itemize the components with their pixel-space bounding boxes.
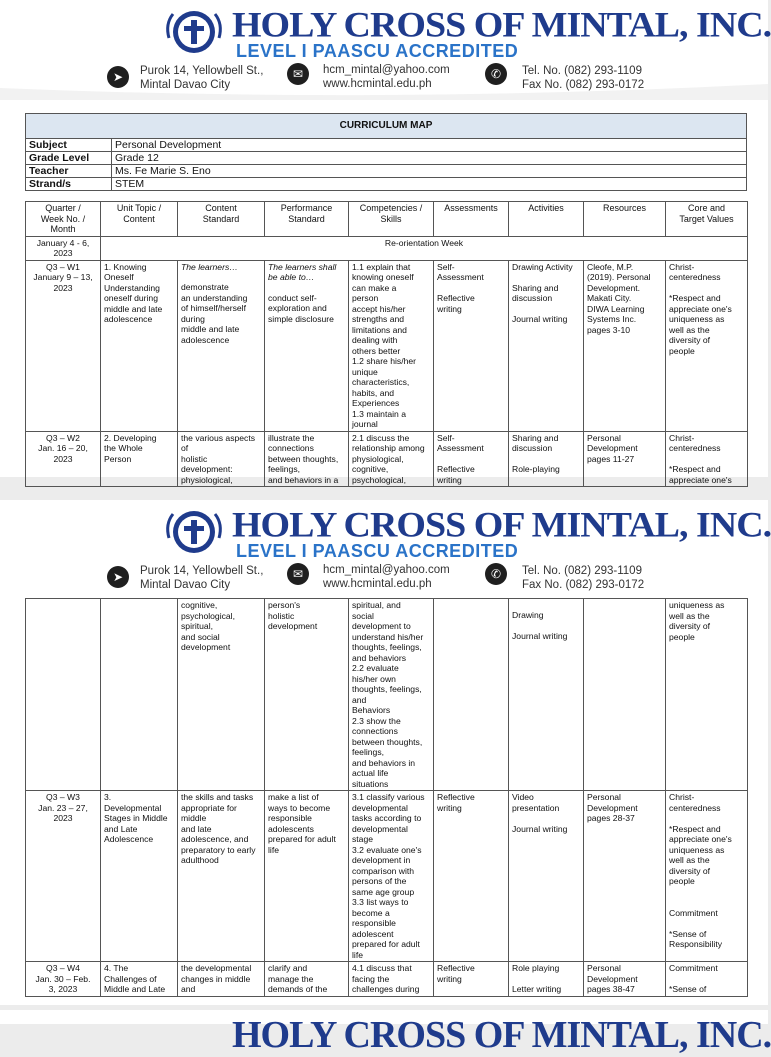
column-header: Resources [584,202,666,237]
assessments-cell: Self- Assessment Reflective writing [434,431,509,487]
column-header: Activities [509,202,584,237]
performance-standard-cell: person's holistic development [265,599,349,791]
address-text: Purok 14, Yellowbell St., Mintal Davao City [140,65,264,91]
curriculum-map-table-continued [25,598,748,997]
content-standard-lead: The learners… [181,261,238,272]
content-standard-cell: the skills and tasks appropriate for middle and late adolescence, and preparatory to early adulthood [178,791,265,962]
topic-cell [101,599,178,791]
school-name-partial: HOLY CROSS OF MINTAL, INC. [232,1014,771,1056]
values-cell: Christ- centeredness *Respect and appreciate one's uniqueness as well as the diversity of people Commitment *Sense of Responsibility [666,791,748,962]
info-row [26,139,747,152]
performance-standard-cell: clarify and manage the demands of the [265,962,349,997]
document-page-3 [0,1010,771,1056]
info-label: Strand/s [26,178,112,191]
table-row [26,236,748,260]
performance-standard-cell: illustrate the connections between thoughts, feelings, and behaviors in a [265,431,349,487]
info-row [26,178,747,191]
column-header: Core and Target Values [666,202,748,237]
performance-standard-cell: make a list of ways to become responsible adolescents prepared for adult life [265,791,349,962]
competencies-cell: 2.1 discuss the relationship among physiological, cognitive, psychological, [349,431,434,487]
letterhead [0,500,771,600]
competencies-cell: 4.1 discuss that facing the challenges during [349,962,434,997]
column-header: Performance Standard [265,202,349,237]
content-standard-text: demonstrate an understanding of himself/herself during middle and late adolescence [181,282,248,345]
activities-cell: Drawing Activity Sharing and discussion Journal writing [509,260,584,431]
school-name: HOLY CROSS OF MINTAL, INC. [232,4,771,45]
resources-cell [584,599,666,791]
school-name: HOLY CROSS OF MINTAL, INC. [232,504,771,545]
assessments-cell: Reflective writing [434,962,509,997]
activities-cell: Video presentation Journal writing [509,791,584,962]
content-standard-cell: the various aspects of holistic development: physiological, [178,431,265,487]
envelope-icon: ✉ [287,563,309,585]
assessments-cell: Reflective writing [434,791,509,962]
reorientation-cell: Re-orientation Week [101,236,748,260]
document-page-1 [0,0,771,485]
resources-cell: Personal Development pages 11-27 [584,431,666,487]
values-cell: Christ- centeredness *Respect and appreciate one's uniqueness as well as the diversity of people [666,260,748,431]
activities-cell: Sharing and discussion Role-playing [509,431,584,487]
topic-cell: 1. Knowing Oneself Understanding oneself during middle and late adolescence [101,260,178,431]
week-cell: Q3 – W2 Jan. 16 – 20, 2023 [26,431,101,487]
curriculum-map-title: CURRICULUM MAP [26,114,747,139]
document-page-2 [0,500,771,1005]
resources-cell: Cleofe, M.P. (2019). Personal Development. Makati City. DIWA Learning Systems Inc. pages 3-10 [584,260,666,431]
accreditation-label: LEVEL I PAASCU ACCREDITED [236,41,519,61]
curriculum-info-table [25,113,747,191]
column-header: Quarter / Week No. / Month [26,202,101,237]
topic-cell: 2. Developing the Whole Person [101,431,178,487]
location-arrow-icon: ➤ [107,66,129,88]
week-cell: Q3 – W1 January 9 – 13, 2023 [26,260,101,431]
table-header-row [26,202,748,237]
resources-cell: Personal Development pages 38-47 [584,962,666,997]
content-standard-cell: cognitive, psychological, spiritual, and social development [178,599,265,791]
resources-cell: Personal Development pages 28-37 [584,791,666,962]
competencies-cell: spiritual, and social development to understand his/her thoughts, feelings, and behaviors 2.2 evaluate his/her own thoughts, feelings, and Behaviors 2.3 show the connections between thoughts, feelings, and behaviors in actual life situations [349,599,434,791]
school-seal-icon [163,506,225,556]
table-row [26,791,748,962]
week-cell: Q3 – W3 Jan. 23 – 27, 2023 [26,791,101,962]
accreditation-label: LEVEL I PAASCU ACCREDITED [236,541,519,561]
info-label: Grade Level [26,152,112,165]
assessments-cell [434,599,509,791]
info-value: STEM [112,178,747,191]
address-text: Purok 14, Yellowbell St., Mintal Davao City [140,565,264,591]
performance-standard-cell [265,260,349,431]
performance-standard-text: conduct self- exploration and simple disclosure [268,292,334,324]
info-value: Grade 12 [112,152,747,165]
values-cell: Commitment *Sense of [666,962,748,997]
content-standard-cell [178,260,265,431]
activities-text: Drawing Journal writing [512,610,568,641]
phone-icon: ✆ [485,63,507,85]
content-standard-cell: the developmental changes in middle and [178,962,265,997]
column-header: Assessments [434,202,509,237]
phone-fax-text: Tel. No. (082) 293-1109 Fax No. (082) 293-0172 [522,65,645,91]
activities-cell: Role playing Letter writing [509,962,584,997]
values-cell: uniqueness as well as the diversity of people [666,599,748,791]
phone-fax-text: Tel. No. (082) 293-1109 Fax No. (082) 293-0172 [522,565,645,591]
info-value: Personal Development [112,139,747,152]
week-cell: Q3 – W4 Jan. 30 – Feb. 3, 2023 [26,962,101,997]
info-value: Ms. Fe Marie S. Eno [112,165,747,178]
info-label: Subject [26,139,112,152]
email-web-text: hcm_mintal@yahoo.com www.hcmintal.edu.ph [323,564,450,590]
values-cell: Christ- centeredness *Respect and appreciate one's [666,431,748,487]
column-header: Content Standard [178,202,265,237]
column-header: Competencies / Skills [349,202,434,237]
letterhead [0,0,771,100]
info-row [26,165,747,178]
email-web-text: hcm_mintal@yahoo.com www.hcmintal.edu.ph [323,64,450,90]
location-arrow-icon: ➤ [107,566,129,588]
envelope-icon: ✉ [287,63,309,85]
table-row [26,599,748,791]
topic-cell: 3. Developmental Stages in Middle and Late Adolescence [101,791,178,962]
info-row [26,152,747,165]
column-header: Unit Topic / Content [101,202,178,237]
topic-cell: 4. The Challenges of Middle and Late [101,962,178,997]
assessments-cell: Self- Assessment Reflective writing [434,260,509,431]
curriculum-map-table [25,201,748,487]
phone-icon: ✆ [485,563,507,585]
activities-cell [509,599,584,791]
week-cell: January 4 - 6, 2023 [26,236,101,260]
week-cell [26,599,101,791]
table-row [26,962,748,997]
competencies-cell: 3.1 classify various developmental tasks according to developmental stage 3.2 evaluate one's development in comparison with persons of the same age group 3.3 list ways to become a responsible adolescent prepared for adult life [349,791,434,962]
performance-standard-lead: The learners shall be able to… [268,261,337,282]
header-wave-decoration [0,74,768,100]
info-label: Teacher [26,165,112,178]
table-row [26,431,748,487]
school-seal-icon [163,6,225,56]
table-row [26,260,748,431]
competencies-cell: 1.1 explain that knowing oneself can make a person accept his/her strengths and limitations and dealing with others better 1.2 share his/her unique characteristics, habits, and Experiences 1.3 maintain a journal [349,260,434,431]
